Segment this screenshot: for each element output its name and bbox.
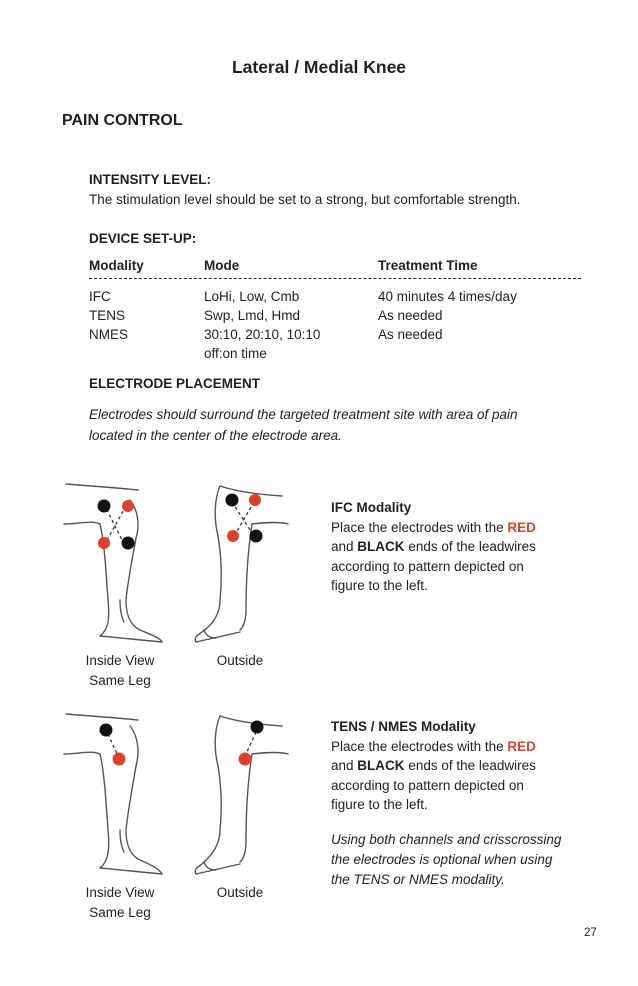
tens-heading: TENS / NMES Modality (331, 719, 476, 734)
tens-line2: ends of the leadwires (408, 758, 536, 773)
tens-line1: Place the electrodes with the (331, 738, 504, 754)
ifc-inside-leg-figure (60, 480, 180, 645)
caption-line: Same Leg (89, 673, 151, 688)
section-heading: PAIN CONTROL (62, 112, 183, 129)
electrode-heading: ELECTRODE PLACEMENT (89, 376, 261, 391)
tens-caption-outside: Outside (216, 885, 264, 900)
tens-note-3: the TENS or NMES modality. (331, 872, 505, 887)
and-label: and (331, 539, 354, 554)
table-header (89, 258, 581, 279)
ifc-line1: Place the electrodes with the (331, 519, 504, 535)
electrode-black (100, 724, 113, 737)
caption-line: Inside View (85, 885, 155, 900)
device-heading: DEVICE SET-UP: (89, 231, 197, 246)
ifc-caption-outside: Outside (216, 653, 264, 668)
table-cell: off:on time (204, 346, 267, 361)
electrode-red (113, 753, 126, 766)
electrode-black (251, 721, 264, 734)
electrode-black (226, 494, 239, 507)
electrode-red (239, 753, 252, 766)
table-cell: 30:10, 20:10, 10:10 (204, 327, 321, 342)
table-cell: As needed (378, 308, 443, 323)
ifc-outside-leg-figure (192, 480, 312, 645)
electrode-black (98, 500, 111, 513)
ifc-line3: according to pattern depicted on (331, 558, 524, 574)
col-mode: Mode (204, 258, 240, 273)
electrode-black (250, 530, 263, 543)
black-label: BLACK (357, 539, 405, 554)
electrode-text-2: located in the center of the electrode area. (89, 428, 342, 443)
ifc-description (331, 498, 591, 596)
tens-outside-leg-figure (192, 710, 312, 880)
red-label: RED (507, 519, 536, 535)
table-cell: Swp, Lmd, Hmd (204, 308, 301, 323)
ifc-line4: figure to the left. (331, 578, 428, 593)
col-modality: Modality (89, 258, 144, 273)
tens-line3: according to pattern depicted on (331, 777, 524, 793)
tens-caption-inside (68, 883, 172, 923)
electrode-red (98, 537, 110, 549)
col-treatment-time: Treatment Time (378, 258, 478, 273)
electrode-red (227, 530, 239, 542)
electrode-text-1: Electrodes should surround the targeted treatment site with area of pain (89, 407, 518, 422)
device-table-body (89, 287, 581, 367)
table-cell: TENS (89, 308, 126, 323)
tens-line4: figure to the left. (331, 797, 428, 812)
table-cell: LoHi, Low, Cmb (204, 289, 300, 304)
electrode-red (249, 494, 261, 506)
page-number: 27 (584, 927, 597, 939)
and-label: and (331, 758, 354, 773)
caption-line: Same Leg (89, 905, 151, 920)
intensity-heading: INTENSITY LEVEL: (89, 172, 212, 187)
intensity-text: The stimulation level should be set to a strong, but comfortable strength. (89, 192, 521, 207)
table-cell: NMES (89, 327, 129, 342)
tens-note-1: Using both channels and crisscrossing (331, 832, 562, 847)
tens-description (331, 717, 601, 815)
tens-note (331, 830, 611, 890)
page-title: Lateral / Medial Knee (231, 57, 407, 77)
electrode-red (122, 500, 134, 512)
table-cell: 40 minutes 4 times/day (378, 289, 517, 304)
electrode-black (122, 537, 135, 550)
black-label: BLACK (357, 758, 405, 773)
table-cell: IFC (89, 289, 111, 304)
tens-inside-leg-figure (60, 710, 180, 880)
caption-line: Inside View (85, 653, 155, 668)
ifc-heading: IFC Modality (331, 500, 412, 515)
tens-note-2: the electrodes is optional when using (331, 852, 553, 867)
red-label: RED (507, 738, 536, 754)
table-cell: As needed (378, 327, 443, 342)
ifc-line2: ends of the leadwires (408, 539, 536, 554)
ifc-caption-inside (68, 651, 172, 691)
